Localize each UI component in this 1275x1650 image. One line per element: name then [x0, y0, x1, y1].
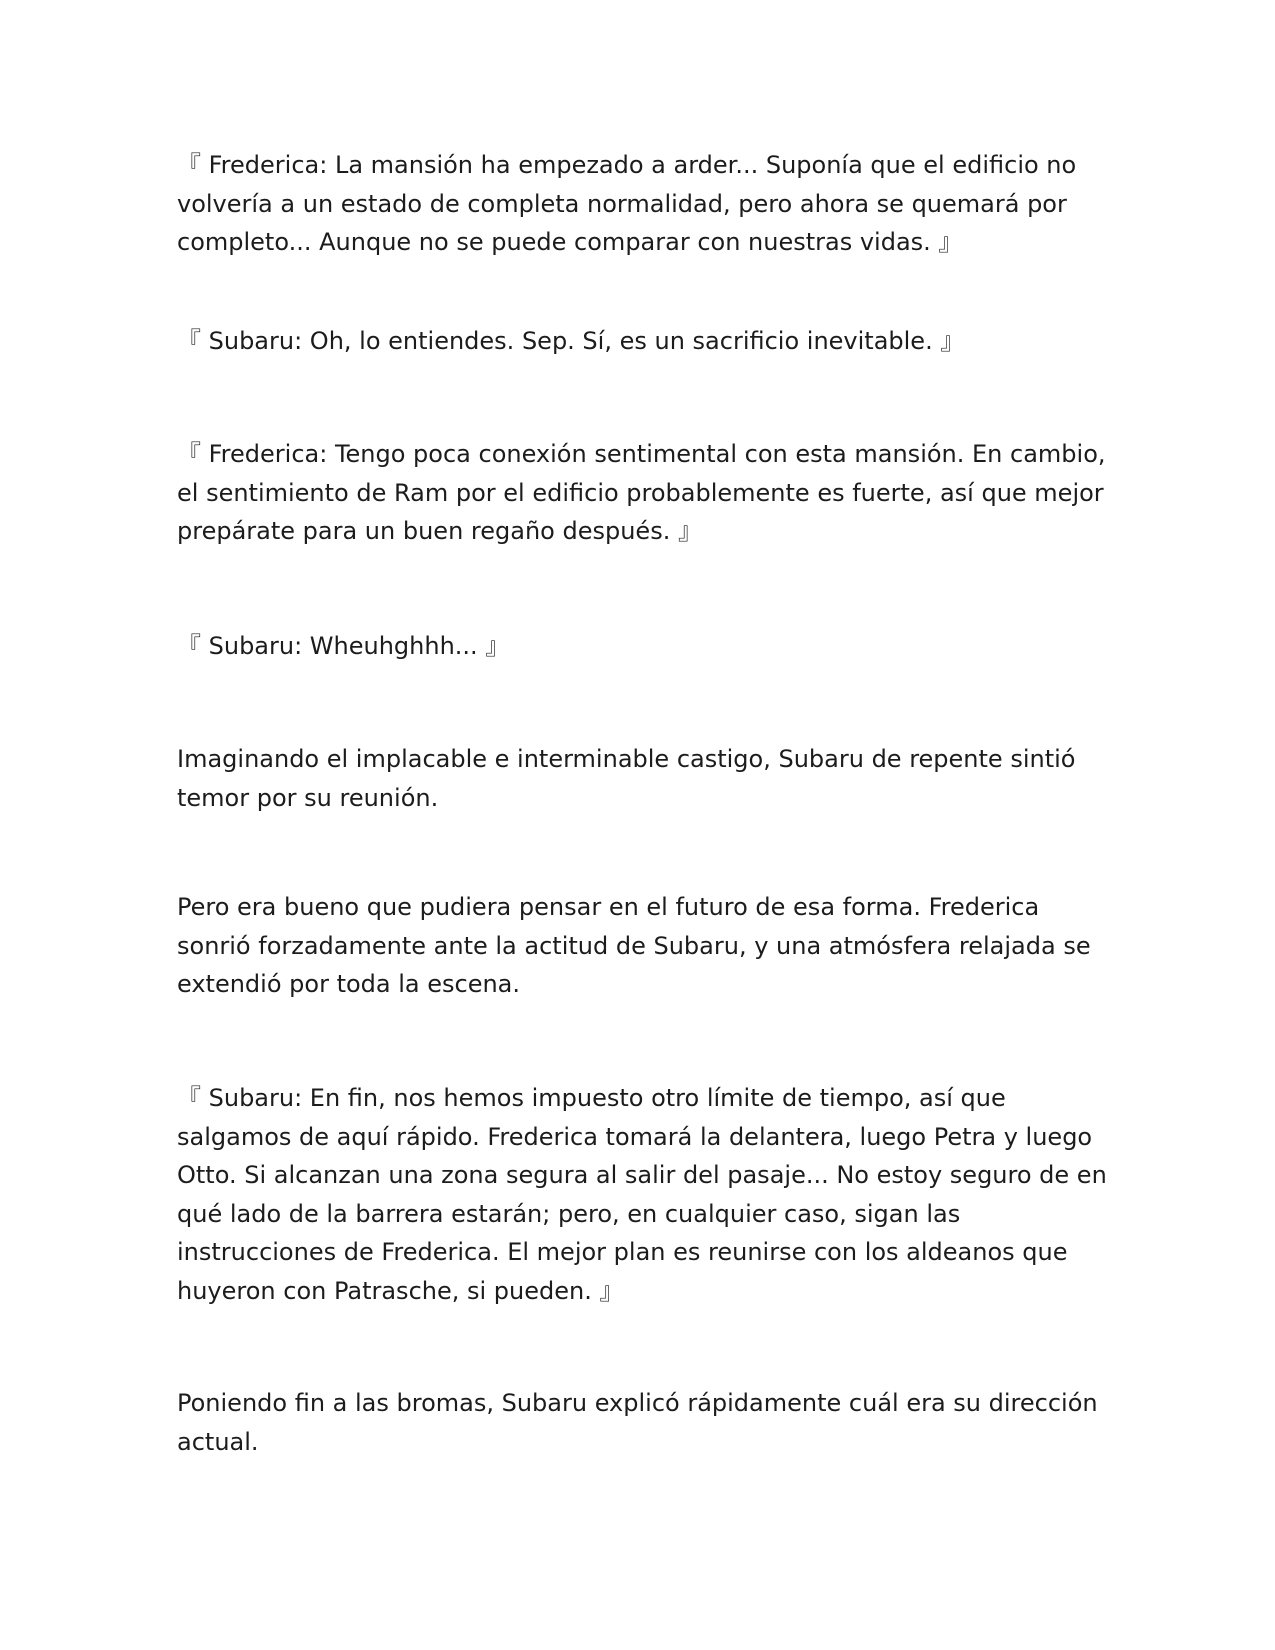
paragraph-frederica-mansion-burning: 『 Frederica: La mansión ha empezado a arder... Suponía que el edificio no volvería a un estado de completa normalidad, pero ahora se quemará por completo... Aunque no se puede comparar con nuestras vidas. 』: [177, 151, 1077, 256]
paragraph-narration-punishment: Imaginando el implacable e interminable castigo, Subaru de repente sintió temor por su reunión.: [177, 745, 1076, 812]
paragraph-narration-direction: Poniendo fin a las bromas, Subaru explicó rápidamente cuál era su dirección actual.: [177, 1389, 1098, 1456]
paragraph-subaru-sacrifice: 『 Subaru: Oh, lo entiendes. Sep. Sí, es un sacrificio inevitable. 』: [177, 327, 965, 355]
paragraph-frederica-ram-scolding: 『 Frederica: Tengo poca conexión sentimental con esta mansión. En cambio, el sentimiento de Ram por el edificio probablemente es fuerte, así que mejor prepárate para un buen regaño después. 』: [177, 440, 1106, 545]
paragraph-subaru-wheuhghhh: 『 Subaru: Wheuhghhh... 』: [177, 632, 510, 660]
paragraph-narration-relaxed-atmosphere: Pero era bueno que pudiera pensar en el futuro de esa forma. Frederica sonrió forzadamente ante la actitud de Subaru, y una atmósfera relajada se extendió por toda la escena.: [177, 893, 1091, 998]
paragraph-subaru-escape-plan: 『 Subaru: En fin, nos hemos impuesto otro límite de tiempo, así que salgamos de aquí rápido. Frederica tomará la delantera, luego Petra y luego Otto. Si alcanzan una zona segura al salir del pasaje... No estoy seguro de en qué lado de la barrera estarán; pero, en cualquier caso, sigan las instrucciones de Frederica. El mejor plan es reunirse con los aldeanos que huyeron con Patrasche, si pueden. 』: [177, 1084, 1107, 1305]
